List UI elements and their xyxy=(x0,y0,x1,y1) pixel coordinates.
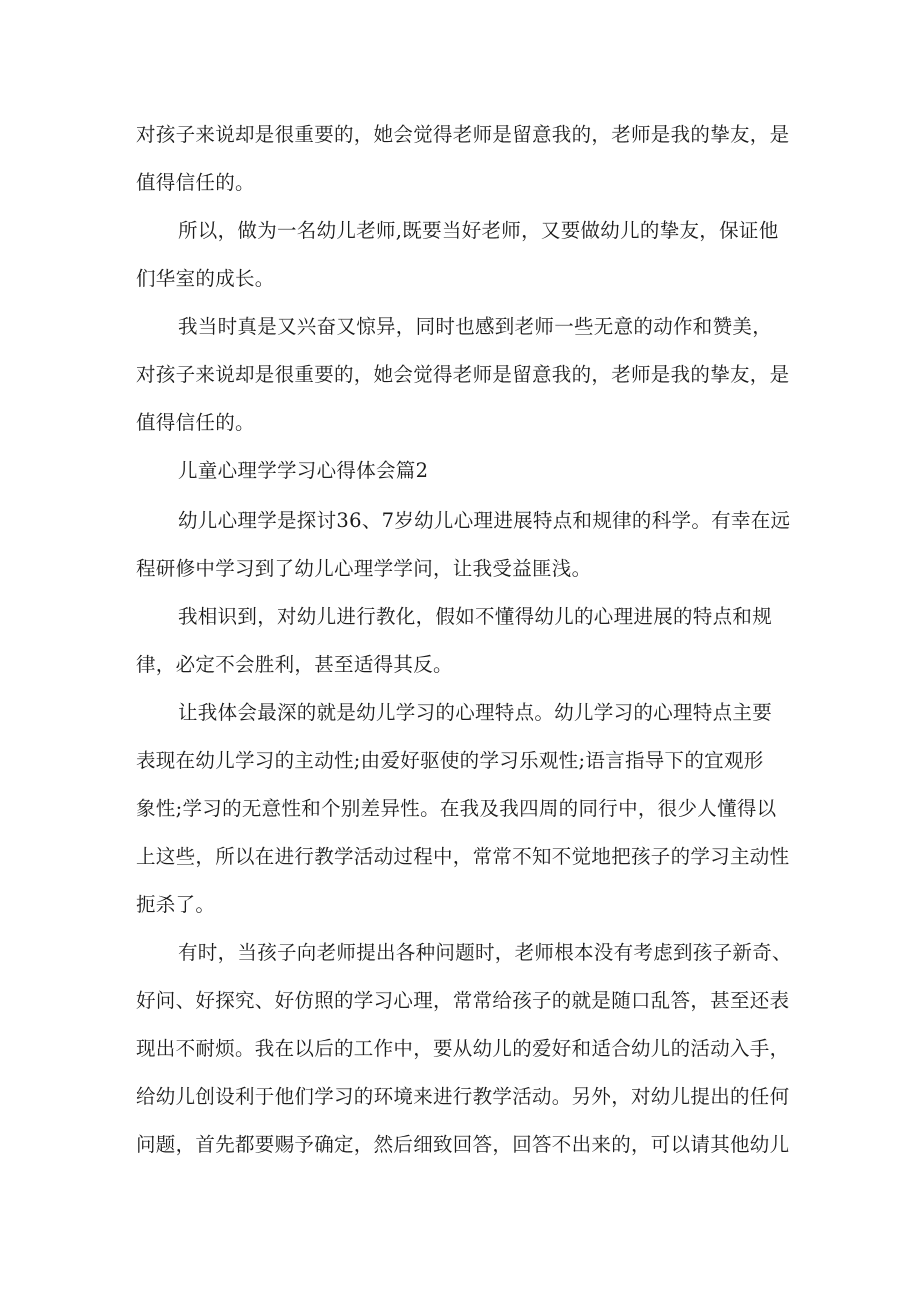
text-line: 上这些，所以在进行教学活动过程中，常常不知不觉地把孩子的学习主动性 xyxy=(136,845,790,868)
text-line: 好问、好探究、好仿照的学习心理，常常给孩子的就是随口乱答，甚至还表 xyxy=(136,989,790,1012)
paragraph-first-line: 有时，当孩子向老师提出各种问题时，老师根本没有考虑到孩子新奇、 xyxy=(178,941,792,964)
text-line: 值得信任的。 xyxy=(136,411,255,434)
text-line: 表现在幼儿学习的主动性;由爱好驱使的学习乐观性;语言指导下的宜观形 xyxy=(136,749,764,772)
text-line: 问题，首先都要赐予确定，然后细致回答，回答不出来的，可以请其他幼儿 xyxy=(136,1133,790,1156)
paragraph-first-line: 我当时真是又兴奋又惊异，同时也感到老师一些无意的动作和赞美， xyxy=(178,315,773,338)
section-heading: 儿童心理学学习心得体会篇2 xyxy=(178,459,429,482)
text-line: 对孩子来说却是很重要的，她会觉得老师是留意我的，老师是我的挚友，是 xyxy=(136,363,790,386)
paragraph-first-line: 幼儿心理学是探讨36、7岁幼儿心理进展特点和规律的科学。有幸在远 xyxy=(178,509,791,532)
text-line: 对孩子来说却是很重要的，她会觉得老师是留意我的，老师是我的挚友，是 xyxy=(136,123,790,146)
text-line: 给幼儿创设利于他们学习的环境来进行教学活动。另外，对幼儿提出的任何 xyxy=(136,1085,790,1108)
paragraph-first-line: 我相识到，对幼儿进行教化，假如不懂得幼儿的心理进展的特点和规 xyxy=(178,605,773,628)
paragraph-first-line: 所以，做为一名幼儿老师,既要当好老师，又要做幼儿的挚友，保证他 xyxy=(178,219,779,242)
text-line: 象性;学习的无意性和个别差异性。在我及我四周的同行中，很少人懂得以 xyxy=(136,797,777,820)
text-line: 扼杀了。 xyxy=(136,893,216,916)
text-line: 值得信任的。 xyxy=(136,171,255,194)
text-line: 程研修中学习到了幼儿心理学学问，让我受益匪浅。 xyxy=(136,557,592,580)
text-line: 们华室的成长。 xyxy=(136,267,275,290)
text-line: 律，必定不会胜利，甚至适得其反。 xyxy=(136,653,453,676)
paragraph-first-line: 让我体会最深的就是幼儿学习的心理特点。幼儿学习的心理特点主要 xyxy=(178,701,773,724)
text-line: 现出不耐烦。我在以后的工作中，要从幼儿的爱好和适合幼儿的活动入手， xyxy=(136,1037,790,1060)
